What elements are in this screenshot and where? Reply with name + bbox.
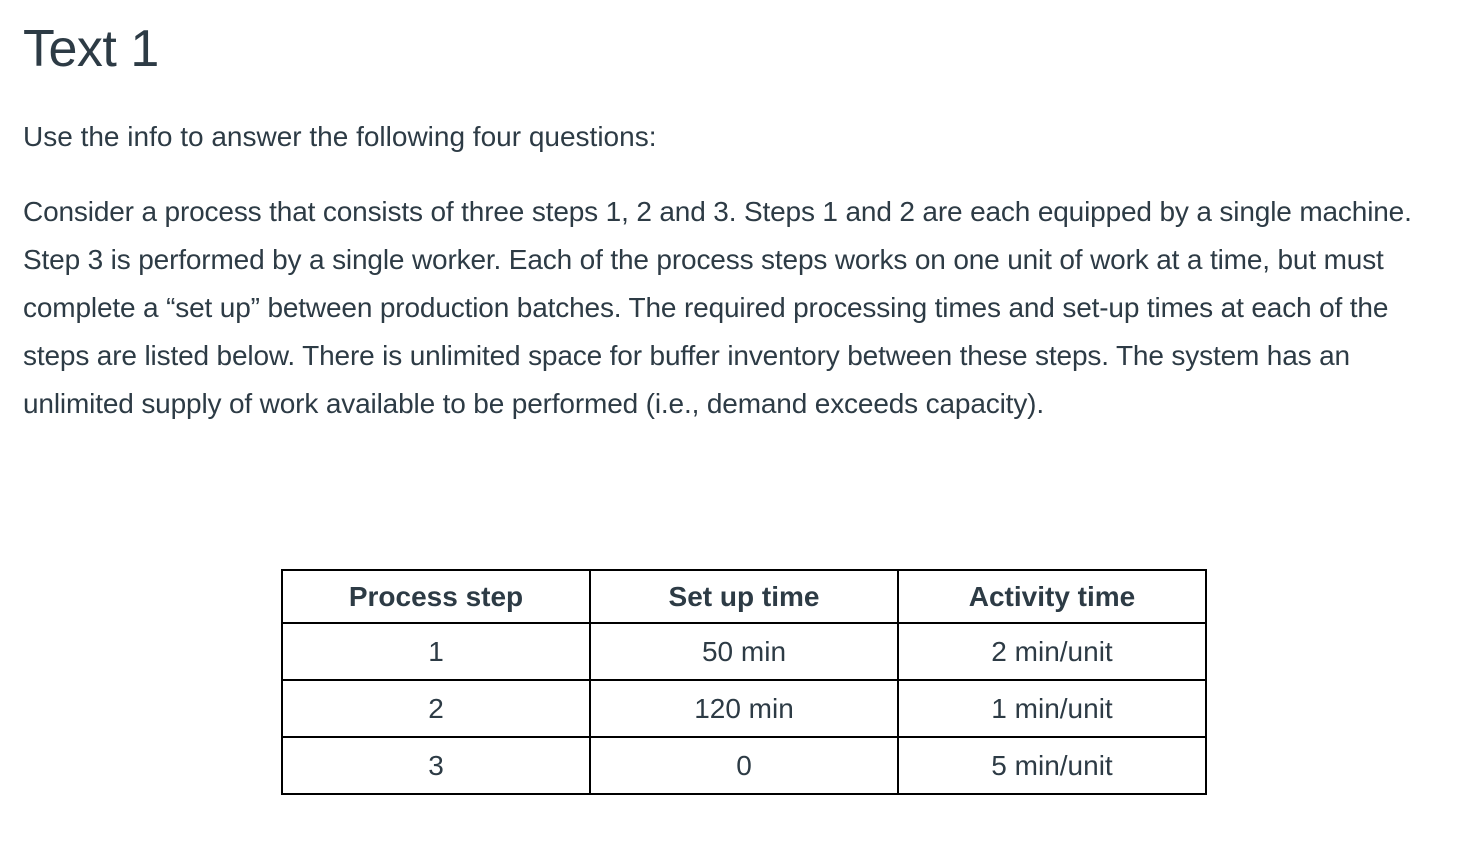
description-text: Consider a process that consists of three steps 1, 2 and 3. Steps 1 and 2 are each equipped by a single machine. Step 3 is performed by a single worker. Each of the process steps works on one unit of work at a time, but must complete a “set up” between production batches. The required processing times and set-up times at each of the steps are listed below. There is unlimited space for buffer inventory between these steps. The system has an unlimited supply of work available to be performed (i.e., demand exceeds capacity).	[23, 196, 1412, 419]
header-activity-time: Activity time	[898, 570, 1206, 623]
cell-activity-time: 1 min/unit	[898, 680, 1206, 737]
process-table	[281, 569, 1207, 795]
header-process-step: Process step	[282, 570, 590, 623]
cell-process-step: 1	[282, 623, 590, 680]
table-header-row	[282, 570, 1206, 623]
cell-process-step: 2	[282, 680, 590, 737]
cell-activity-time: 2 min/unit	[898, 623, 1206, 680]
table-row	[282, 680, 1206, 737]
cell-set-up-time: 50 min	[590, 623, 898, 680]
page-title: Text 1	[23, 20, 159, 78]
table-row	[282, 737, 1206, 794]
table-row	[282, 623, 1206, 680]
cell-set-up-time: 120 min	[590, 680, 898, 737]
cell-process-step: 3	[282, 737, 590, 794]
header-set-up-time: Set up time	[590, 570, 898, 623]
cell-set-up-time: 0	[590, 737, 898, 794]
intro-text: Use the info to answer the following four questions:	[23, 121, 657, 152]
cell-activity-time: 5 min/unit	[898, 737, 1206, 794]
